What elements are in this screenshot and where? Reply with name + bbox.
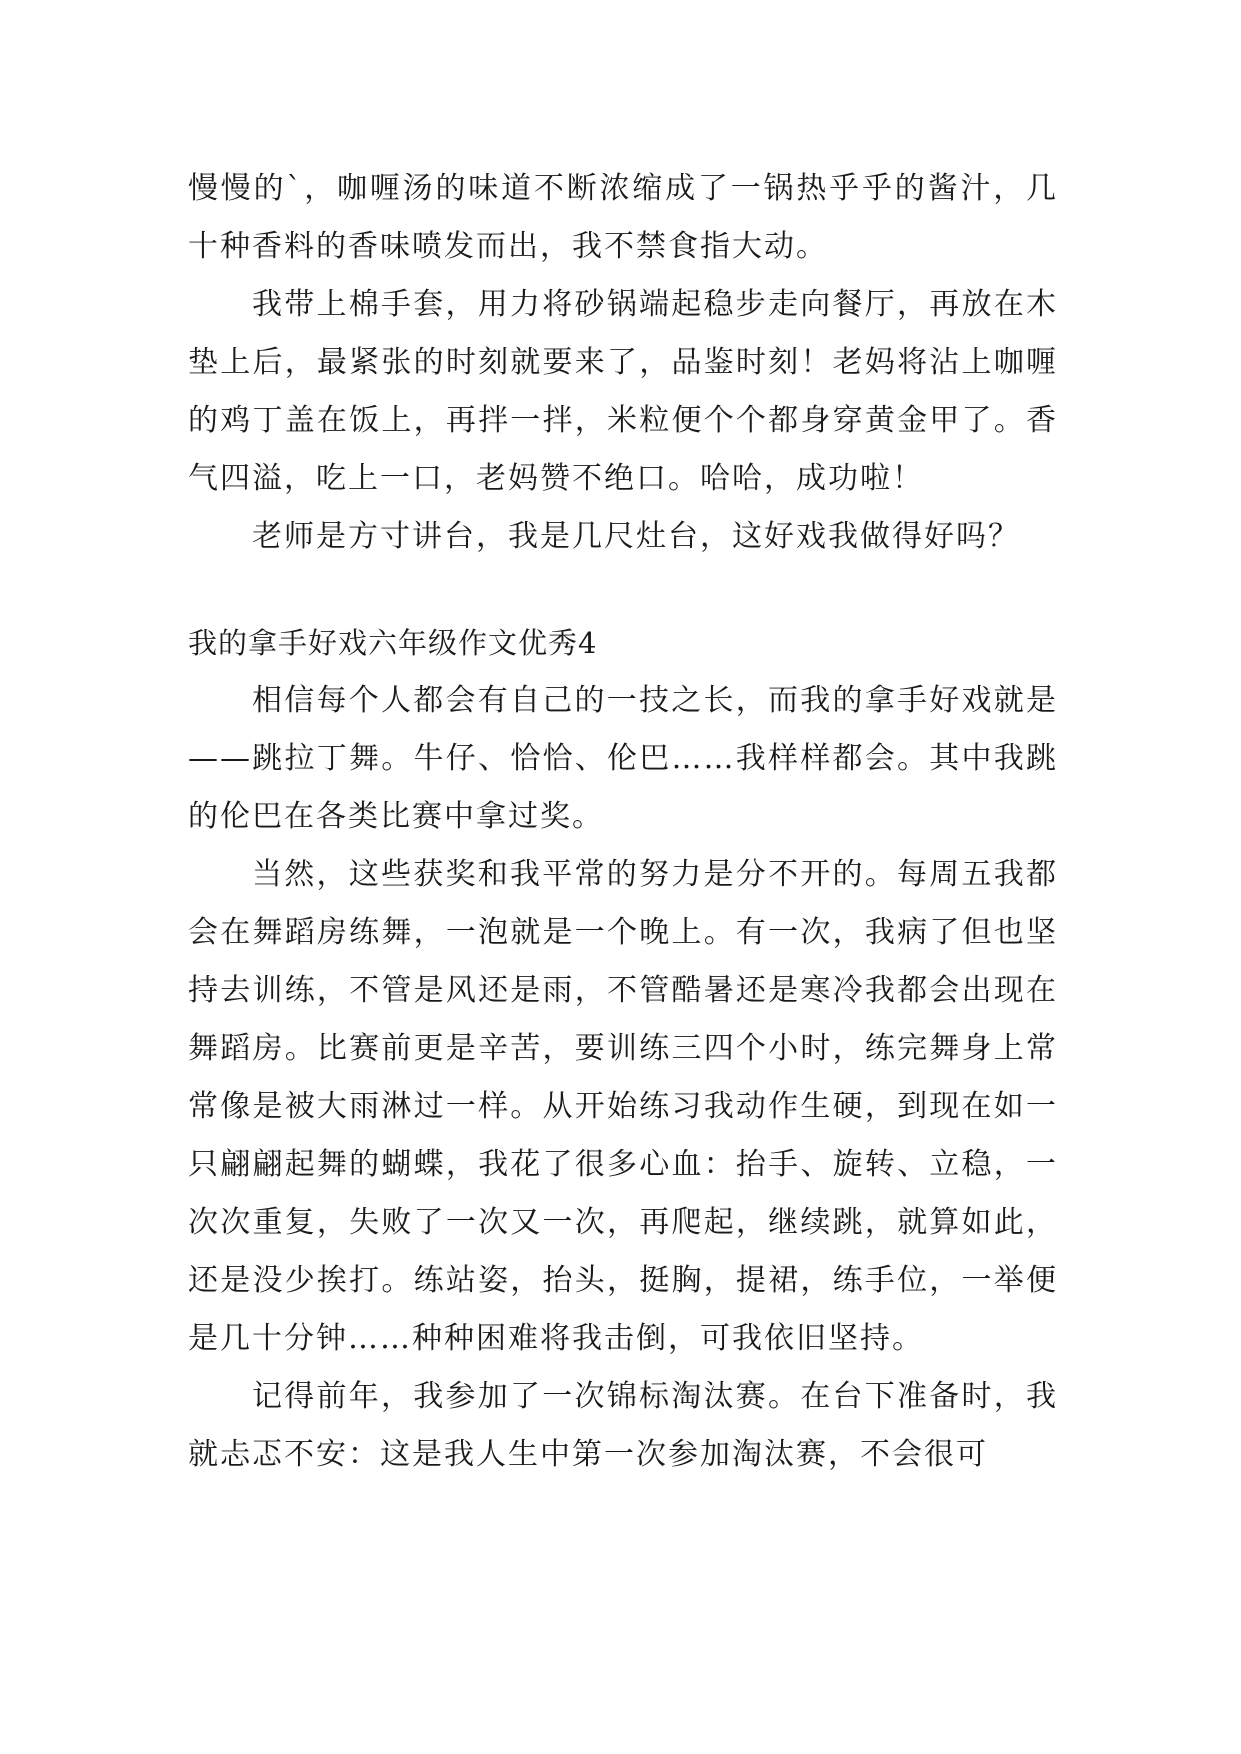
paragraph: 老师是方寸讲台，我是几尺灶台，这好戏我做得好吗？ [252,519,1020,554]
paragraph: 记得前年，我参加了一次锦标淘汰赛。在台下准备时，我就忐忑不安：这是我人生中第一次参加淘汰赛，不会很可 [188,1379,1058,1472]
document-body [188,160,1058,1484]
paragraph: 当然，这些获奖和我平常的努力是分不开的。每周五我都会在舞蹈房练舞，一泡就是一个晚上。有一次，我病了但也坚持去训练，不管是风还是雨，不管酷暑还是寒冷我都会出现在舞蹈房。比赛前更是辛苦，要训练三四个小时，练完舞身上常常像是被大雨淋过一样。从开始练习我动作生硬，到现在如一只翩翩起舞的蝴蝶，我花了很多心血：抬手、旋转、立稳，一次次重复，失败了一次又一次，再爬起，继续跳，就算如此，还是没少挨打。练站姿，抬头，挺胸，提裙，练手位，一举便是几十分钟……种种困难将我击倒，可我依旧坚持。 [188,857,1058,1356]
paragraph-continued: 慢慢的`，咖喱汤的味道不断浓缩成了一锅热乎乎的酱汁，几十种香料的香味喷发而出，我不禁食指大动。 [188,171,1058,264]
paragraph: 我带上棉手套，用力将砂锅端起稳步走向餐厅，再放在木垫上后，最紧张的时刻就要来了，品鉴时刻！老妈将沾上咖喱的鸡丁盖在饭上，再拌一拌，米粒便个个都身穿黄金甲了。香气四溢，吃上一口，老妈赞不绝口。哈哈，成功啦！ [188,287,1058,496]
section-title: 我的拿手好戏六年级作文优秀4 [188,626,598,660]
paragraph: 相信每个人都会有自己的一技之长，而我的拿手好戏就是——跳拉丁舞。牛仔、恰恰、伦巴……我样样都会。其中我跳的伦巴在各类比赛中拿过奖。 [188,683,1058,834]
